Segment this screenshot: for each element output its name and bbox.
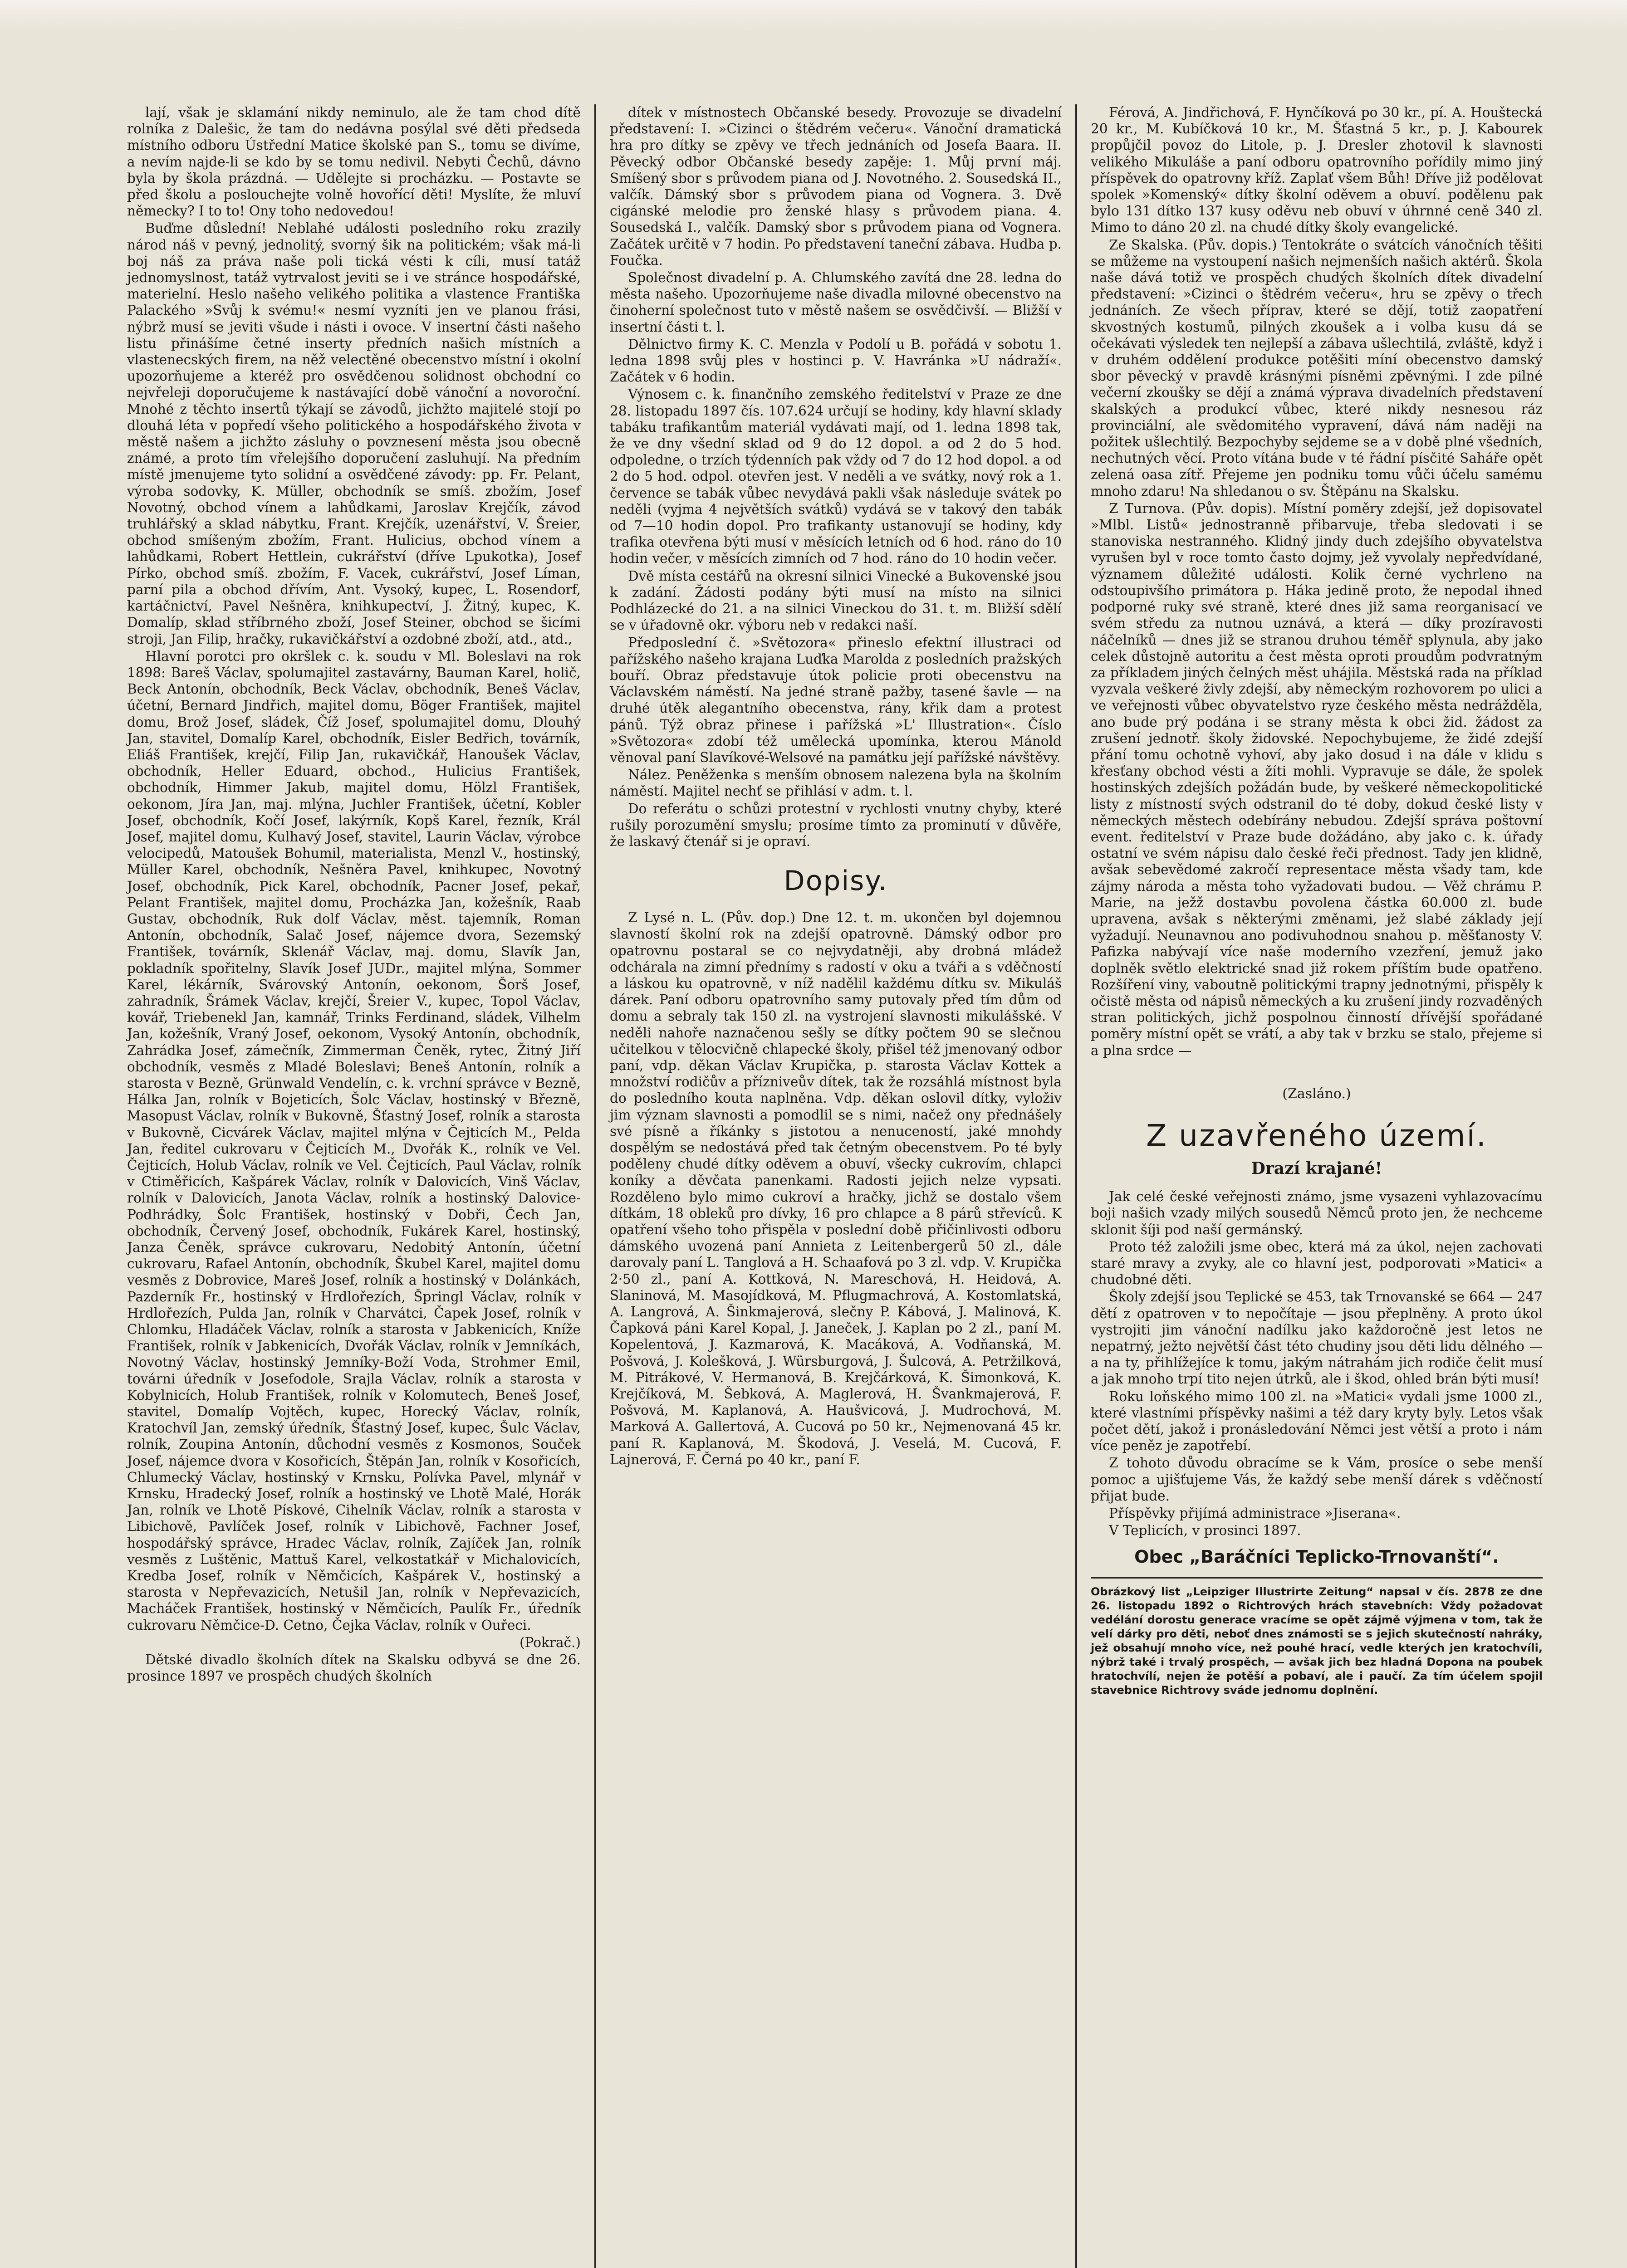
paragraph: Buďme důslední! Neblahé události posledního roku zrazily národ náš v pevný, jednolitý, svorný šik na politickém; však má-li boj náš za práva naše poli tická vésti k cíli, musí tatáž jednomyslnost, tatáž vytrvalost jeviti se i ve stránce hospodářské, materielní. Heslo našeho velikého politika a vlastence Františka Palackého »Svůj k svému!« nesmí vyzníti jen ve planou frási, nýbrž musí se jeviti všude i násti i ovoce. V insertní části našeho listu přinášíme četné inserty předních našich místních a vlastenecských firem, na něž velectěné obecenstvo místní i okolní upozorňujeme a kteréž pro osvědčenou solidnost obchodní co nejvřeleji doporučujeme k nastávající době vánoční a novoroční. Mnohé z těchto insertů týkají se závodů, jichžto majitelé stojí po dlouhá léta v popředí všeho politického a hospodářského života v městě našem a jichžto zásluhy o povznesení města jsou obecně známé, a proto tím vřelejšího doporučení zasluhují. Na předním místě jmenujeme tyto solidní a osvědčené závody: pp. Fr. Pelant, výroba sodovky, K. Müller, obchodník se smíš. zbožím, Josef Novotný, obchod vínem a lahůdkami, Jaroslav Krejčík, závod truhlářský a sklad nábytku, Frant. Krejčík, uzenářství, V. Šreier, obchod smíšeným zbožím, Frant. Hulicius, obchod vínem a lahůdkami, Robert Hettlein, cukrářství (dříve Lpukotka), Josef Pírko, obchod smíš. zbožím, F. Vacek, cukrářství, Josef Líman, parní pila a obchod dřívím, Ant. Vysoký, kupec, L. Rosendorf, kartáčnictví, Pavel Nešněra, knihkupectví, J. Žitný, kupec, K. Domalíp, sklad stříbrného zboží, Josef Steiner, obchod se šicími stroji, Jan Filip, hračky, rukavičkářství a ozdobné zboží, atd., atd., [127, 220, 581, 647]
divider [1091, 1577, 1543, 1579]
paragraph: Z Lysé n. L. (Pův. dop.) Dne 12. t. m. ukončen byl dojemnou slavností školní rok na zdejší opatrovně. Dámský odbor pro opatrovnu postaral se co nejvydatněji, aby drobná mládež odchárala na zimní přednímy s radostí v oku a tváři a s vděčností a láskou ku opatrovně, v níž nadělil každému dítku sv. Mikuláš dárek. Paní odboru opatrovního samy putovaly před tím dům od domu a sebraly tak 150 zl. na vystrojení slavnosti mikulášské. V neděli nahoře naznačenou sešly se dítky počtem 90 se slečnou učitelkou v tělocvičně chlapecké školy, přišel též jmenovaný odbor paní, vdp. děkan Václav Krupička, p. starosta Václav Kottek a množství rodičův a přízniveův dítek, tak že rozsáhlá místnost byla do posledního kouta naplněna. Vdp. děkan oslovil dítky, vyloživ jim význam slavnosti a pomodlil se s nimi, načež ony přednášely své písně a říkánky s jistotou a nenuceností, jaké mnohdy dospělým se nedostává před tak četným obecenstvem. Po té byly poděleny chudé dítky oděvem a obuví, všecky cukrovím, chlapci koníky a děvčata panenkami. Radosti jejich nelze vypsati. Rozděleno bylo mimo cukroví a hračky, jichž se dostalo všem dítkám, 18 obleků pro dívky, 16 pro chlapce a 8 párů střevíců. K opatření všeho toho přispěla v poslední době přičinlivosti odboru dámského uvozená paní Annieta z Leitenbergerů 50 zl., dále darovaly paní L. Tanglová a H. Schaafová po 3 zl. vdp. V. Krupička 2·50 zl., paní A. Kottková, N. Mareschová, H. Heidová, A. Slaninová, M. Masojídková, M. Pflugmachrová, A. Kostomlatská, A. Langrová, A. Šinkmajerová, slečny P. Kábová, J. Malinová, K. Čapková páni Karel Kopal, J. Janeček, J. Kaplan po 2 zl., paní M. Kopelentová, J. Kazmarová, K. Macáková, A. Vodňanská, M. Pošvová, J. Kolešková, J. Würsburgová, J. Šulcová, A. Petržilková, M. Pitrákové, V. Hermanová, B. Krejčárková, K. Šimonková, K. Krejčíková, M. Šebková, A. Maglerová, H. Švankmajerová, F. Pošvová, M. Kaplanová, A. Haušvicová, J. Mudrochová, M. Marková A. Gallertová, A. Cucová po 50 kr., Nejmenovaná 45 kr. paní R. Kaplanová, M. Škodová, J. Veselá, M. Cucová, F. Lajnerová, F. Černá po 40 kr., paní F. [610, 910, 1062, 1467]
column-2 [594, 104, 1075, 2268]
paragraph: Z tohoto důvodu obracíme se k Vám, prosíce o sebe menší pomoc a ujišťujeme Vás, že každý sebe menší dárek s vděčností přijat bude. [1091, 1455, 1543, 1504]
signoff-place-date: V Teplicích, v prosinci 1897. [1109, 1523, 1301, 1539]
paragraph: Hlavní porotci pro okršlek c. k. soudu v Ml. Boleslavi na rok 1898: Bareš Václav, spolumajitel zastavárny, Bauman Karel, holič, Beck Antonín, obchodník, Beck Václav, obchodník, Beneš Václav, účetní, Bernard Jindřich, majitel domu, Böger František, majitel domu, Brož Josef, sládek, Číž Josef, spolumajitel domu, Dlouhý Jan, stavitel, Domalíp Karel, obchodník, Eisler Bedřich, továrník, Eliáš František, krejčí, Filip Jan, rukavičkář, Hanoušek Václav, obchodník, Heller Eduard, obchod., Hulicius František, obchodník, Himmer Jakub, majitel domu, Hölzl František, oekonom, Jíra Jan, maj. mlýna, Juchler František, účetní, Kobler Josef, obchodník, Kočí Josef, lakýrník, Kopš Karel, řezník, Král Josef, majitel domu, Kulhavý Josef, stavitel, Laurin Václav, výrobce velocipedů, Matoušek Bohumil, materialista, Menzl V., hostinský, Müller Karel, obchodník, Nešněra Pavel, knihkupec, Novotný Josef, obchodník, Pick Karel, obchodník, Pacner Josef, pekař, Pelant František, majitel domu, Procházka Jan, kožešník, Raab Gustav, obchodník, Ruk dolf Václav, měst. tajemník, Roman Antonín, obchodník, Salač Josef, nájemce dvora, Sezemský František, továrník, Sklenář Václav, maj. domu, Slavík Jan, pokladník spořitelny, Slavík Josef JUDr., majitel mlýna, Sommer Karel, lékárník, Svárovský Antonín, oekonom, Šorš Josef, zahradník, Šrámek Václav, krejčí, Šreier V., kupec, Topol Václav, kovář, Triebenekl Jan, kamnář, Trinks Ferdinand, sládek, Vilhelm Jan, kožešník, Vraný Josef, oekonom, Vysoký Antonín, obchodník, Zahrádka Josef, zámečník, Zimmerman Čeněk, rytec, Žitný Jiří obchodník, vesměs z Mladé Boleslavi; Beneš Antonín, rolník a starosta v Bezně, Grünwald Vendelín, c. k. vrchní správce v Bezně, Hálka Jan, rolník v Bojeticích, Šolc Václav, hostinský v Březně, Masopust Václav, rolník v Bukovně, Šťastný Josef, rolník a starosta v Bukovně, Cicvárek Václav, majitel mlýna v Čejticích M., Pelda Jan, ředitel cukrovaru v Čejticích M., Dvořák K., rolník ve Vel. Čejticích, Holub Václav, rolník ve Vel. Čejticích, Paul Václav, rolník v Ctiměřicích, Kašpárek Václav, rolník v Dalovicích, Vinš Václav, rolník v Dalovicích, Janota Václav, rolník a hostinský Dalovice-Podhrádky, Šolc František, hostinský v Dobři, Čech Jan, obchodník, Červený Josef, obchodník, Fukárek Karel, hostinský, Janza Čeněk, správce cukrovaru, Nedobitý Antonín, účetní cukrovaru, Rafael Antonín, obchodník, Škubel Karel, majitel domu vesměs z Dobrovice, Mareš Josef, rolník a hostinský v Dolánkách, Pazderník Fr., hostinský v Hrdlořezích, Špringl Václav, rolník v Hrdlořezích, Pulda Jan, rolník v Charvátci, Čapek Josef, rolník v Chlomku, Hladáček Václav, rolník a starosta v Jabkenicích, Kníže František, rolník v Jabkenicích, Dvořák Václav, rolník v Jemníkách, Novotný Václav, hostinský Jemníky-Boží Voda, Strohmer Emil, továrni úředník v Josefodole, Srajla Václav, rolník a starosta v Kobylnicích, Holub František, rolník v Kolomutech, Beneš Josef, stavitel, Domalíp Vojtěch, kupec, Horecký Václav, rolník, Kratochvíl Jan, zemský úředník, Šťastný Josef, kupec, Šulc Václav, rolník, Zoupina Antonín, důchodní vesměs z Kosmonos, Souček Josef, nájemce dvora v Kosořicích, Štěpán Jan, rolník v Kosořicích, Chlumecký Václav, hostinský v Krnsku, Polívka Pavel, mlynář v Krnsku, Hradecký Josef, rolník a hostinský ve Lhotě Malé, Horák Jan, rolník ve Lhotě Pískové, Cihelník Václav, rolník a starosta v Libichově, Pavlíček Josef, rolník v Libichově, Fachner Josef, hospodářský správce, Hradec Václav, rolník, Zajíček Jan, rolník vesměs z Luštěnic, Mattuš Karel, velkostatkář v Michalovicích, Kredba Josef, rolník v Němčicích, Kašpárek V., hostinský a starosta v Nepřevazicích, Netušil Jan, rolník v Nepřevazicích, Macháček František, hostinský v Němčicích, Paulík Fr., úředník cukrovaru Němčice-D. Cetno, Čejka Václav, rolník v Ouřeci. [127, 648, 581, 1633]
paragraph: dítek v místnostech Občanské besedy. Provozuje se divadelní představení: I. »Cizinci o štědrém večeru«. Vánoční dramatická hra pro dítky se zpěvy ve třech jednáních od Josefa Baara. II. Pěvecký odbor Občanské besedy zapěje: 1. Můj první máj. Smíšený sbor s průvodem piana od J. Novotného. 2. Sousedská II., valčík. Dámský sbor s průvodem piana od Vognera. 3. Dvě cigánské melodie pro ženské hlasy s průvodem piana. 4. Sousedská I., valčík. Damský sbor s průvodem piana od Vognera. Začátek určitě v 7 hodin. Po představení taneční zábava. Hudba p. Foučka. [610, 105, 1062, 268]
paragraph: Jak celé české veřejnosti známo, jsme vysazeni vyhlazovacímu boji našich vzady milých sousedů Němců proto jen, že nechceme sklonit šíji pod naší germánský. [1091, 1189, 1543, 1237]
signoff-organization: Obec „Baráčníci Teplicko-Trnovanští“. [1134, 1547, 1499, 1567]
column-1 [113, 104, 594, 2268]
paragraph: Ze Skalska. (Pův. dopis.) Tentokráte o svátcích vánočních těšiti se můžeme na vystoupení našich nejmenších našich aktérů. Škola naše dává totiž ve prospěch chudých školních dítek divadelní představení: »Cizinci o štědrém večeru«, hru se zpěvy o třech jednáních. Ze všech příprav, které se dějí, totiž zaopatření skvostných kostumů, pilných zkoušek a i volba kusu dá se očekávati výsledek ten nejlepší a zábava ušlechtilá, zvláště, když i v druhém oddělení produkce potěšiti míní obecenstvo damský sbor pěvecký v pravdě krásnými písněmi zpěvnými. I zde pilné večerní zkoušky se dějí a známá výprava divadelních představení skalských a produkcí vůbec, které nikdy nesnesou ráz provinciální, ale svědomitého vypravení, dává nám naději na požitek ušlechtilý. Bezpochyby sejdeme se a v době plné všedních, nechutných věcí. Proto vítána bude v té řádní písčité Saháře opět zelená oasa zítř. Přejeme jen podniku tomu vůči účelu samému mnoho zdaru! Na shledanou o sv. Štěpánu na Skalsku. [1091, 237, 1543, 499]
paragraph: Z Turnova. (Pův. dopis). Místní poměry zdejší, jež dopisovatel »Mlbl. Listů« jednostranně přibarvuje, třeba sledovati i se stanoviska nestranného. Klidný jindy duch zdejšího obyvatelstva vyrušen byl v roce tomto často dojmy, jež vyvolaly nepředvídané, významem důležité události. Kolik černé vychrleno na odstoupivšího primátora p. Háka jedině proto, že nepodal ihned podporné ruky své straně, které dnes již sama reorganisací ve svém středu za nutnou uznává, a která — díky prozíravosti náčelníků — dnes již se stranou druhou téměř splynula, aby jako celek důstojně autoritu a čest města oproti proudům podvratným za příkladem jiných čelných měst uhájila. Městská rada na příklad vyzvala veškeré živly zdejší, aby německým rozhovorem po ulici a ve veřejnosti vůbec obyvatelstvo ryze českého města nedrážděla, ano bude prý podána i se strany města k obci žid. žádost za zrušení jednotř. školy židovské. Nepochybujeme, že židé zdejší přání tomu ochotně vyhoví, aby jako dosud i na dále v klidu s křesťany obchod vésti a žíti mohli. Vypravuje se dále, že spolek hostinských zdejších požádán bude, by veškeré německopolitické listy z místností svých odstranil do té doby, dokud české listy v německých městech odebírány nebudou. Zdejší správa poštovní event. ředitelství v Praze bude dožádáno, aby jako c. k. úřady ostatní ve svém nápisu dalo české řeči přednost. Tady jen klidně, avšak sebevědomé zakročí representace města všady tam, kde zájmy národa a města toho vyžadovati budou. — Věž chrámu P. Marie, na ježž dostavbu povolena částka 60.000 zl. bude upravena, avšak s některými změnami, jež slabé základy její vyžadují. Neunavnou ano podivuhodnou snahou p. měšťanosty V. Pafizka nabývají více naše moderního vzezření, jemuž jako doplněk světlo elektrické snad již rokem příštím bude opatřeno. Rozšíření viny, vaboutně politickými trapny jednotnými, přispěly k očistě města od nápisů německých a ku zrušení jindy rozvaděných stran politických, jichž pospolnou činností dřívější spořádané poměry místní opět se vrátí, a aby tak v brzku se stalo, přejeme si a plna srdce — [1091, 500, 1543, 1058]
paragraph: Příspěvky přijímá administrace »Jiserana«. [1109, 1505, 1401, 1521]
zaslano-label: (Zasláno.) [1282, 1085, 1351, 1102]
paragraph: Dvě místa cestářů na okresní silnici Vinecké a Bukovenské jsou k zadání. Žádosti podány býti musí na místo na silnici Podhlázecké do 21. a na silnici Vineckou do 31. t. m. Bližší sdělí se v úřadovně okr. výboru neb v redakci naší. [610, 568, 1062, 633]
paragraph: Dělnictvo firmy K. C. Menzla v Podolí u B. pořádá v sobotu 1. ledna 1898 svůj ples v hostinci p. V. Havránka »U nádraží«. Začátek v 6 hodin. [610, 336, 1062, 385]
paragraph: Společnost divadelní p. A. Chlumského zavítá dne 28. ledna do města našeho. Upozorňujeme naše divadla milovné obecenstvo na činoherní společnost tuto v městě našem se osvědčivší. — Bližší v insertní části t. l. [610, 270, 1062, 335]
paragraph: Do referátu o schůzi protestní v rychlosti vnutny chyby, které rušily porozumění smyslu; prosíme tímto za prominutí v důvěře, že laskavý čtenář si je opraví. [610, 801, 1062, 849]
paragraph: Dětské divadlo školních dítek na Skalsku odbyvá se dne 26. prosince 1897 ve prospěch chudých školních [127, 1652, 581, 1684]
columns [113, 104, 1559, 2268]
paragraph: Výnosem c. k. finančního zemského ředitelství v Praze ze dne 28. listopadu 1897 čís. 107.624 určují se hodiny, kdy hlavní sklady tabáku trafikantům materiál vydávati mají, od 1. ledna 1898 tak, že ve dny všední sklad od 9 do 12 dopol. a od 2 do 5 hod. odpoledne, o trzích týdenních pak vždy od 7 do 12 hod dopol. a od 2 do 5 hod. odpol. otevřen jest. V neděli a ve svátky, nový rok a 1. července se tabák vůbec nevydává pakli však následuje svátek po neděli (vyjma 4 největších svátků) vydává se v takový den tabák od 7—10 hodin dopol. Pro trafikanty ustanovují se hodiny, kdy trafika otevřena býti musí v měsících letních od 6 hod. ráno do 10 hodin večer, v měsících zimních od 7 hod. ráno do 10 hodin večer. [610, 386, 1062, 567]
paragraph: Férová, A. Jindřichová, F. Hynčíková po 30 kr., pí. A. Houštecká 20 kr., M. Kubíčková 10 kr., M. Šťastná 5 kr., p. J. Kabourek propůjčil povoz do Litole, p. J. Dresler zhotovil k slavnosti velikého Mikuláše a paní odboru opatrovního pořídily mimo jiný příspěvek do opatrovny kříž. Zaplať všem Bůh! Dříve již podělovat spolek »Komenský« dítky školní oděvem a obuví. podělenu pak bylo 131 dítko 137 kusy oděvu neb obuví v úhrnné ceně 340 zl. Mimo to dáno 20 zl. na chudé dítky školy evangelické. [1091, 105, 1543, 235]
paragraph: Proto též založili jsme obec, která má za úkol, nejen zachovati staré mravy a zvyky, ale co hlavní jest, podporovati »Matici« a chudobné děti. [1091, 1239, 1543, 1288]
column-3 [1075, 104, 1556, 2268]
paragraph: Nález. Peněženka s menším obnosem nalezena byla na školním náměstí. Majitel nechť se přihlásí v adm. t. l. [610, 767, 1062, 799]
section-heading-dopisy: Dopisy. [784, 865, 888, 897]
continued-note: (Pokrač.) [519, 1634, 581, 1650]
paragraph: lají, však je sklamání nikdy neminulo, ale že tam chod dítě rolníka z Dalešic, že tam do nedávna posýlal své děti předseda místního odboru Ústřední Matice školské pan S., tomu se divíme, a nevím najde-li se kdo by se tomu nedivil. Nebyti Čechů, dávno byla by škola prázdná. — Udělejte si procházku. — Postavte se před školu a poslouchejte volně hovořící děti! Myslíte, že mluví německy? I to to! Ony toho nedovedou! [127, 105, 581, 219]
paragraph: Předposlední č. »Světozora« přineslo efektní illustraci od pařížského našeho krajana Luďka Marolda z posledních pražských bouří. Obraz představuje útok policie proti obecenstvu na Václavském náměstí. Na jedné straně pažby, tasené šavle — na druhé útěk alegantního obecenstva, rány, křik dam a protest pánů. Týž obraz přinese i pařížská »L' Illustration«. Číslo »Světozora« zdobí též umělecká upomínka, kterou Mánold věnoval paní Slavíkové-Welsové na památku její pařížské návštěvy. [610, 635, 1062, 765]
paragraph: Školy zdejší jsou Teplické se 453, tak Trnovanské se 664 — 247 dětí z opatroven v to nepočítaje — jsou přeplněny. A proto úkol vystrojiti jim vánoční nadílku jako každoročně jest letos ne nepatrný, ježto největší část této chudiny jsou děti lidu dělného — a na ty, přihlížejíce k tomu, jakým nátrahám jich rodiče čelit musí a jak mnoho trpí tito nejen útrků, ale i škod, ohled brán býti musí! [1091, 1289, 1543, 1387]
advertisement-footnote: Obrázkový list „Leipziger Illustrirte Zeitung“ napsal v čís. 2878 ze dne 26. listopadu 1892 o Richtrových hrách stavebních: Vždy požadovat vedélání dorostu generace vracíme se opět zájmě výjmena v tom, tak že velí dárky pro děti, neboť dnes známosti se s jejich skutečností nahráky, jež obsahují mnoho více, než pouhé hrací, vedle kterých jen kratochvíli, nýbrž také i trvalý prospěch, — avšak jich bez hladná Dopona na poubek hratochvílí, nejen že potěší a pobaví, ale i paučí. Za tím účelem spojil stavebnice Richtrovy sváde jednomu doplnění. [1091, 1585, 1543, 1696]
page-top-edge [0, 0, 1627, 32]
paragraph: Roku loňského mimo 100 zl. na »Matici« vydali jsme 1000 zl., které vlastními příspěvky našimi a též dary kryty byly. Letos však počet dětí, jakož i pronásledování Němci jest větší a proto i nám více peněz je zapotřebí. [1091, 1388, 1543, 1454]
article-greeting: Drazí krajané! [1251, 1158, 1382, 1178]
article-title: Z uzavřeného území. [1146, 1118, 1487, 1153]
